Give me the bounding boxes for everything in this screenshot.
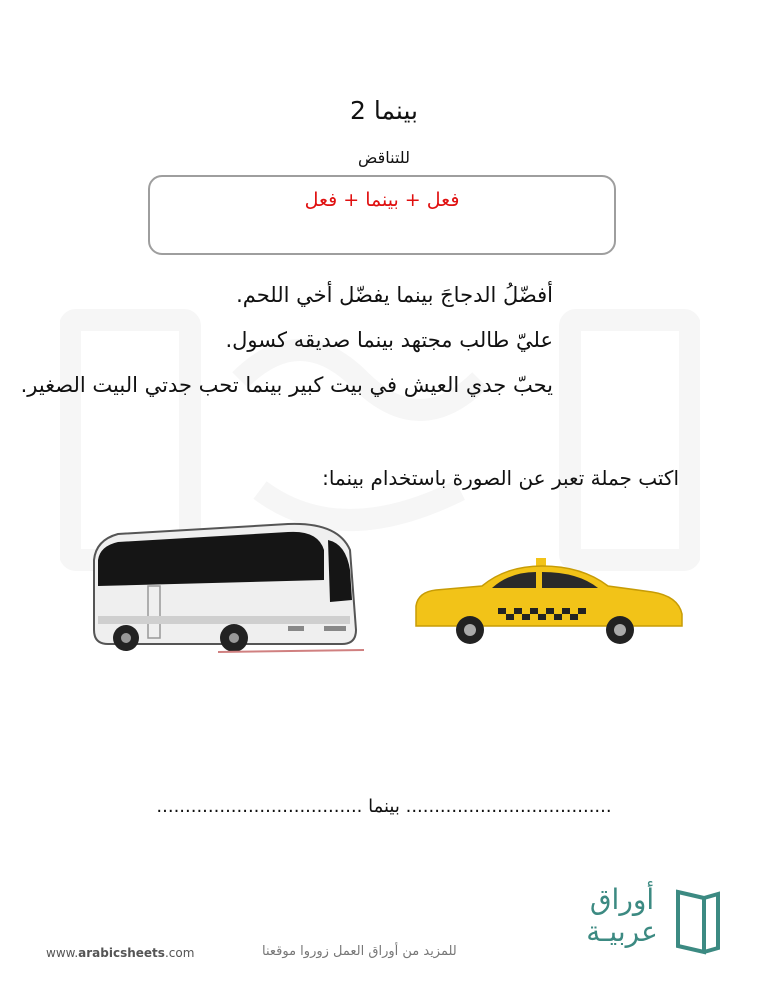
rule-box [148,175,616,255]
example-sentence: يحبّ جدي العيش في بيت كبير بينما تحب جدتي البيت الصغير. [20,373,553,397]
bus-image [88,520,368,660]
logo-line-1: أوراق [589,883,655,916]
example-sentence: عليّ طالب مجتهد بينما صديقه كسول. [225,328,553,352]
exercise-prompt: اكتب جملة تعبر عن الصورة باستخدام بينما: [322,466,679,490]
taxi-image [412,556,688,648]
url-suffix: .com [164,946,195,960]
brand-logo-text [576,884,668,948]
footer-url [46,946,194,960]
logo-line-2: عربيـة [586,915,658,948]
example-sentence: أفضّلُ الدجاجَ بينما يفضّل أخي اللحم. [236,283,553,307]
url-brand: arabicsheets [78,946,165,960]
rule-formula: فعل + بينما + فعل [304,189,460,211]
example-sentences [21,280,553,415]
answer-line: .................................... بينما .................................... [156,796,612,817]
page-subtitle: للتناقض [358,148,410,167]
page-title: بينما 2 [350,96,418,125]
footer-note: للمزيد من أوراق العمل زوروا موقعنا [262,944,457,959]
book-icon [674,888,722,956]
url-prefix: www. [46,946,79,960]
